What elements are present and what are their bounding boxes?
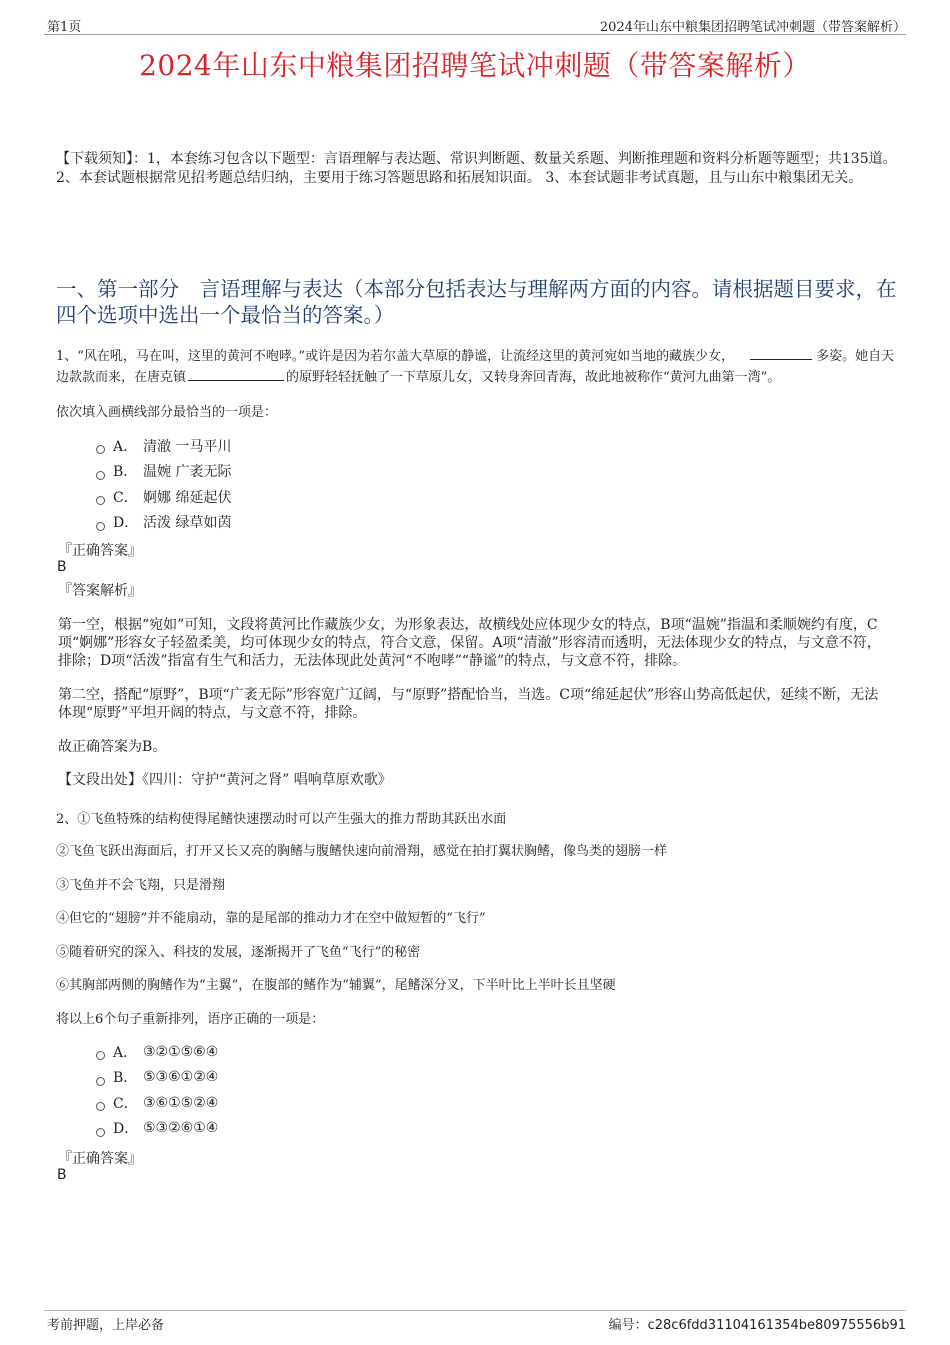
question-1-source: 【文段出处】《四川：守护“黄河之肾” 唱响草原欢歌》 [58,772,392,788]
question-1-option-a[interactable]: A． 清澈 一马平川 [96,433,231,459]
radio-icon[interactable] [96,445,105,454]
question-2-option-d[interactable]: D． ⑤③②⑥①④ [96,1116,218,1142]
radio-icon[interactable] [96,522,105,531]
question-1-analysis-1: 第一空，根据“宛如”可知，文段将黄河比作藏族少女，为形象表达，故横线处应体现少女的特点，B项“温婉”指温和柔顺婉约有度，C项“婀娜”形容女子轻盈柔美，均可体现少女的特点，符合文意，保留。A项“清澈”形容清而透明，无法体现少女的特点，与文意不符，排除；D项“活泼”指富有生气和活力，无法体现此处黄河“不咆哮”“静谧”的特点，与文意不符，排除。 [58,617,881,669]
running-title: 2024年山东中粮集团招聘笔试冲刺题（带答案解析） [599,20,906,35]
page-number: 第1页 [47,20,82,35]
footer-code [609,1314,906,1333]
header-divider [44,34,906,35]
question-1-conclusion: 故正确答案为B。 [58,739,167,755]
question-2-line-6: ⑥其胸部两侧的胸鳍作为“主翼”，在腹部的鳍作为“辅翼”，尾鳍深分叉，下半叶比上半叶长且坚硬 [56,978,616,993]
question-2-option-a[interactable]: A． ③②①⑤⑥④ [96,1039,218,1065]
blank-2 [188,367,284,381]
question-1-answer: B [57,559,67,575]
question-2-line-3: ③飞鱼并不会飞翔，只是滑翔 [56,878,226,893]
question-1-analysis-label: 『答案解析』 [58,583,142,599]
radio-icon[interactable] [96,496,105,505]
question-2-options [96,1039,218,1141]
question-2-line-5: ⑤随着研究的深入、科技的发展，逐渐揭开了飞鱼“飞行”的秘密 [56,945,421,960]
question-2-line-4: ④但它的“翅膀”并不能扇动，靠的是尾部的推动力才在空中做短暂的“飞行” [56,911,486,926]
question-1-option-c[interactable]: C． 婀娜 绵延起伏 [96,484,231,510]
document-title: 2024年山东中粮集团招聘笔试冲刺题（带答案解析） [139,49,811,82]
question-1-text-b: 多姿。她自天边款款而来，在唐克镇 [56,349,895,385]
question-1-prompt: 依次填入画横线部分最恰当的一项是： [56,405,278,420]
question-2-prompt: 将以上6个句子重新排列，语序正确的一项是： [56,1012,325,1027]
download-notice: 【下载须知】：1，本套练习包含以下题型：言语理解与表达题、常识判断题、数量关系题、判断推理题和资料分析题等题型；共135道。 2、本套试题根据常见招考题总结归纳，主要用于练习答题思路和拓展知识面。 3、本套试题非考试真题，且与山东中粮集团无关。 [56,151,897,186]
question-1-option-b[interactable]: B． 温婉 广袤无际 [96,459,231,485]
question-2-line-1: 2、①飞鱼特殊的结构使得尾鳍快速摆动时可以产生强大的推力帮助其跃出水面 [56,812,507,827]
radio-icon[interactable] [96,1051,105,1060]
question-2-answer: B [57,1167,67,1183]
radio-icon[interactable] [96,1128,105,1137]
question-2-option-b[interactable]: B． ⑤③⑥①②④ [96,1065,218,1091]
question-1-text-c: 的原野轻轻抚触了一下草原儿女，又转身奔回青海，故此地被称作“黄河九曲第一湾”。 [286,370,781,385]
radio-icon[interactable] [96,1102,105,1111]
footer-divider [44,1310,906,1311]
question-2-option-c[interactable]: C． ③⑥①⑤②④ [96,1090,218,1116]
question-1-text [56,346,901,388]
question-1-answer-label: 『正确答案』 [58,543,142,559]
blank-1 [750,346,812,360]
question-2-answer-label: 『正确答案』 [58,1151,142,1167]
question-1-analysis-2: 第二空，搭配“原野”，B项“广袤无际”形容宽广辽阔，与“原野”搭配恰当，当选。C项“绵延起伏”形容山势高低起伏，延续不断，无法体现“原野”平坦开阔的特点，与文意不符，排除。 [58,687,879,721]
question-2-line-2: ②飞鱼飞跃出海面后，打开又长又亮的胸鳍与腹鳍快速向前滑翔，感觉在拍打翼状胸鳍，像鸟类的翅膀一样 [56,844,668,859]
footer-code-value: c28c6fdd31104161354be80975556b91 [647,1318,906,1333]
footer-slogan: 考前押题，上岸必备 [47,1318,165,1333]
radio-icon[interactable] [96,1077,105,1086]
question-1-options [96,433,231,535]
question-1-option-d[interactable]: D． 活泼 绿草如茵 [96,510,231,536]
question-1-text-a: 1、“风在吼，马在叫，这里的黄河不咆哮。”或许是因为若尔盖大草原的静谧，让流经这里的黄河宛如当地的藏族少女， [56,349,735,364]
footer-code-label: 编号： [608,1318,648,1333]
radio-icon[interactable] [96,471,105,480]
section-heading: 一、第一部分 言语理解与表达（本部分包括表达与理解两方面的内容。请根据题目要求，在四个选项中选出一个最恰当的答案。） [56,277,897,327]
